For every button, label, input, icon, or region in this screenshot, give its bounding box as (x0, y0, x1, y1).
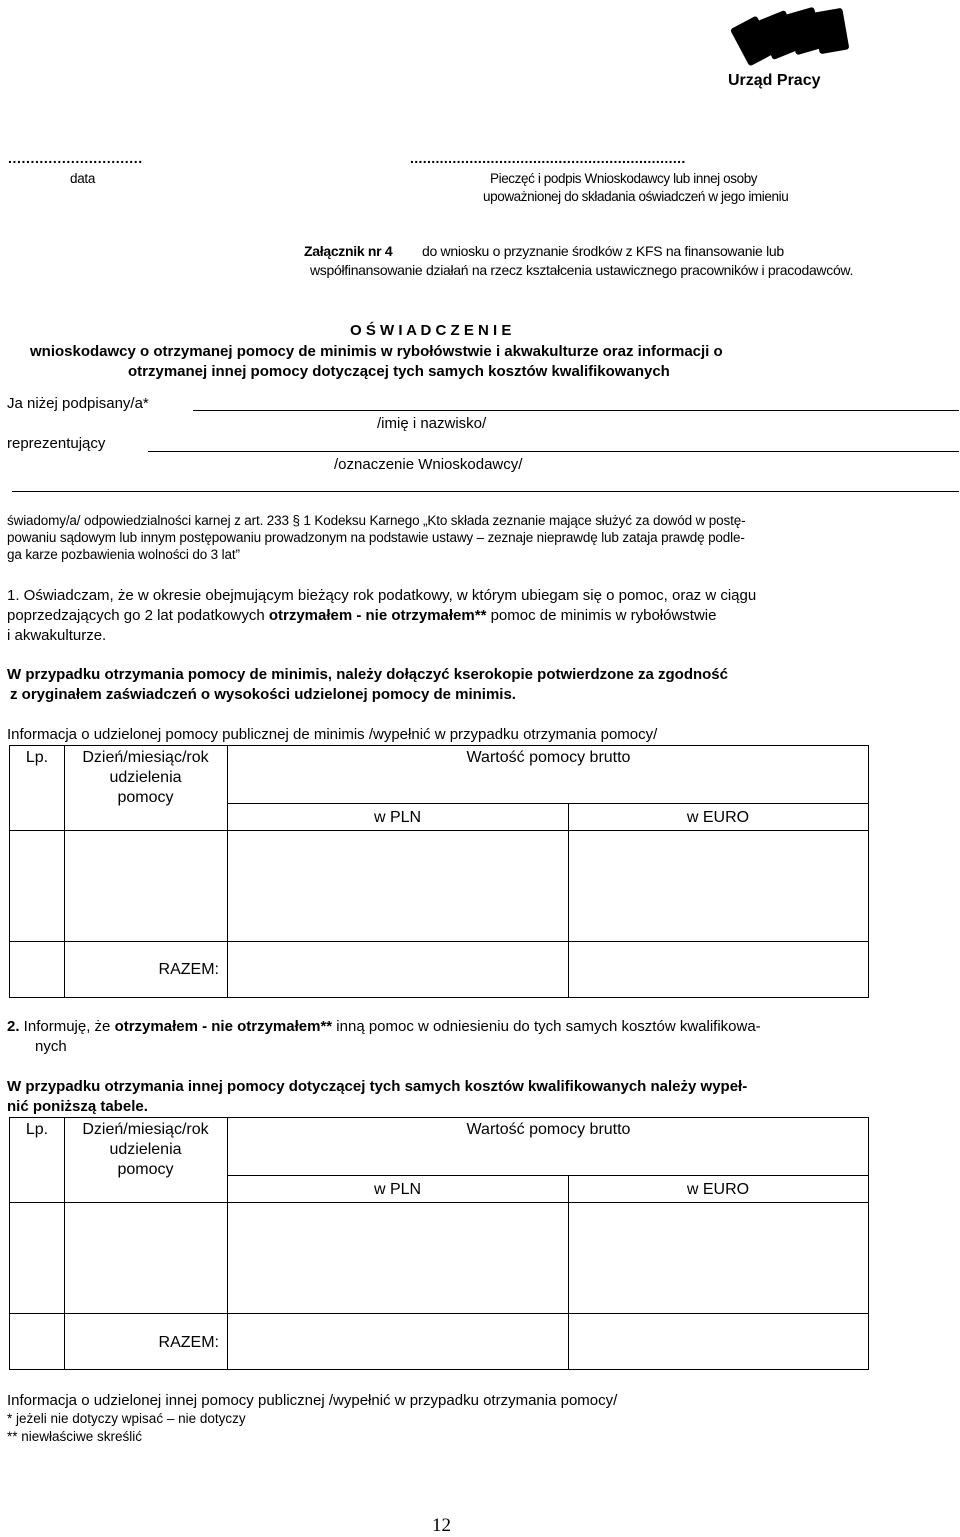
footnote-1: * jeżeli nie dotyczy wpisać – nie dotyczy (7, 1411, 246, 1426)
date-dots: .............................. (8, 150, 143, 166)
table-2-data-row[interactable] (10, 1203, 868, 1312)
table-1-data-row[interactable] (10, 831, 868, 940)
declaration-2-choice: otrzymałem - nie otrzymałem** (114, 1018, 333, 1035)
table-2-header-date-line-1: Dzień/miesiąc/rok (82, 1121, 209, 1138)
declaration-1-text-a: poprzedzających go 2 lat podatkowych (7, 607, 269, 624)
declaration-1-line-2 (7, 607, 716, 624)
declaration-2-line-2: nych (35, 1038, 67, 1055)
table-2-header-date-line-3: pomocy (117, 1161, 174, 1178)
logo (724, 4, 884, 94)
declaration-1-line-1: 1. Oświadczam, że w okresie obejmującym bieżący rok podatkowy, w którym ubiegam się o pomoc, oraz w ciągu (7, 587, 757, 604)
declaration-1-line-3: i akwakulturze. (7, 627, 107, 644)
rep-prefix: reprezentujący (7, 435, 106, 452)
name-prefix: Ja niżej podpisany/a* (7, 395, 149, 412)
table-1-header-value: Wartość pomocy brutto (466, 749, 631, 766)
signature-label-2: upoważnionej do składania oświadczeń w jego imieniu (483, 189, 789, 204)
table-2-header-value: Wartość pomocy brutto (466, 1121, 631, 1138)
table-1-header-date-line-1: Dzień/miesiąc/rok (82, 749, 209, 766)
heading-line-2: otrzymanej innej pomocy dotyczącej tych samych kosztów kwalifikowanych (128, 363, 670, 380)
footer-info: Informacja o udzielonej innej pomocy publicznej /wypełnić w przypadku otrzymania pomocy/ (7, 1392, 618, 1409)
table-2-header-pln: w PLN (373, 1181, 422, 1198)
declaration-2-number: 2. (7, 1018, 20, 1035)
table-1-header-euro: w EURO (686, 809, 750, 826)
table-1-caption: Informacja o udzielonej pomocy publicznej de minimis /wypełnić w przypadku otrzymania pomocy/ (7, 726, 658, 743)
table-2-total-label: RAZEM: (158, 1334, 219, 1351)
page-number: 12 (432, 1515, 451, 1536)
declaration-1-text-c: pomoc de minimis w rybołówstwie (486, 607, 717, 624)
table-1-total-label: RAZEM: (158, 961, 219, 978)
heading-line-1: wnioskodawcy o otrzymanej pomocy de minimis w rybołówstwie i akwakulturze oraz informacji o (30, 343, 723, 360)
table-1-header-date-line-2: udzielenia (109, 769, 182, 786)
name-field[interactable] (193, 410, 959, 411)
attachment-line-1: do wniosku o przyznanie środków z KFS na finansowanie lub (422, 243, 784, 259)
notice-1-line-2: z oryginałem zaświadczeń o wysokości udzielonej pomocy de minimis. (10, 686, 516, 703)
date-label: data (70, 171, 96, 186)
rep-caption: /oznaczenie Wnioskodawcy/ (334, 456, 523, 473)
table-1-header-date (64, 748, 227, 808)
legal-line-3: ga karze pozbawienia wolności do 3 lat” (7, 547, 240, 562)
name-caption: /imię i nazwisko/ (377, 415, 487, 432)
table-2-header-lp: Lp. (25, 1121, 49, 1138)
footnote-2: ** niewłaściwe skreślić (7, 1429, 143, 1444)
table-1-header-pln: w PLN (373, 809, 422, 826)
document-title: O Ś W I A D C Z E N I E (350, 322, 512, 339)
table-2-header-date-line-2: udzielenia (109, 1141, 182, 1158)
playing-cards-logo-icon (724, 4, 884, 66)
table-1-header-date-line-3: pomocy (117, 789, 174, 806)
attachment-line-2: współfinansowanie działań na rzecz kształcenia ustawicznego pracowników i pracodawców. (310, 262, 854, 278)
extra-line[interactable] (12, 491, 959, 492)
table-2-header-date (64, 1120, 227, 1180)
table-2 (9, 1117, 869, 1370)
declaration-2-text-d: inną pomoc w odniesieniu do tych samych kosztów kwalifikowa- (332, 1018, 761, 1035)
table-1-header-lp: Lp. (25, 749, 49, 766)
legal-line-2: powaniu sądowym lub innym postępowaniu prowadzonym na podstawie ustawy – zeznaje nieprawdę lub zataja prawdę podle- (7, 530, 745, 545)
signature-dots: ................................................................. (410, 150, 686, 166)
declaration-1-choice: otrzymałem - nie otrzymałem** (268, 607, 487, 624)
table-2-header-euro: w EURO (686, 1181, 750, 1198)
legal-line-1: świadomy/a/ odpowiedzialności karnej z art. 233 § 1 Kodeksu Karnego „Kto składa zeznanie mające służyć za dowód w postę- (7, 513, 746, 528)
rep-field[interactable] (148, 451, 959, 452)
attachment-label: Załącznik nr 4 (304, 243, 393, 259)
notice-2-line-2: nić poniższą tabele. (7, 1098, 148, 1115)
notice-1-line-1: W przypadku otrzymania pomocy de minimis, należy dołączyć kserokopie potwierdzone za zgodność (7, 666, 728, 683)
notice-2-line-1: W przypadku otrzymania innej pomocy dotyczącej tych samych kosztów kwalifikowanych należy wypeł- (7, 1078, 748, 1095)
table-1 (9, 745, 869, 998)
logo-text: Urząd Pracy (728, 72, 821, 89)
declaration-2-text-b: Informuję, że (19, 1018, 115, 1035)
declaration-2-line-1 (7, 1018, 761, 1035)
signature-label-1: Pieczęć i podpis Wnioskodawcy lub innej osoby (490, 171, 758, 186)
